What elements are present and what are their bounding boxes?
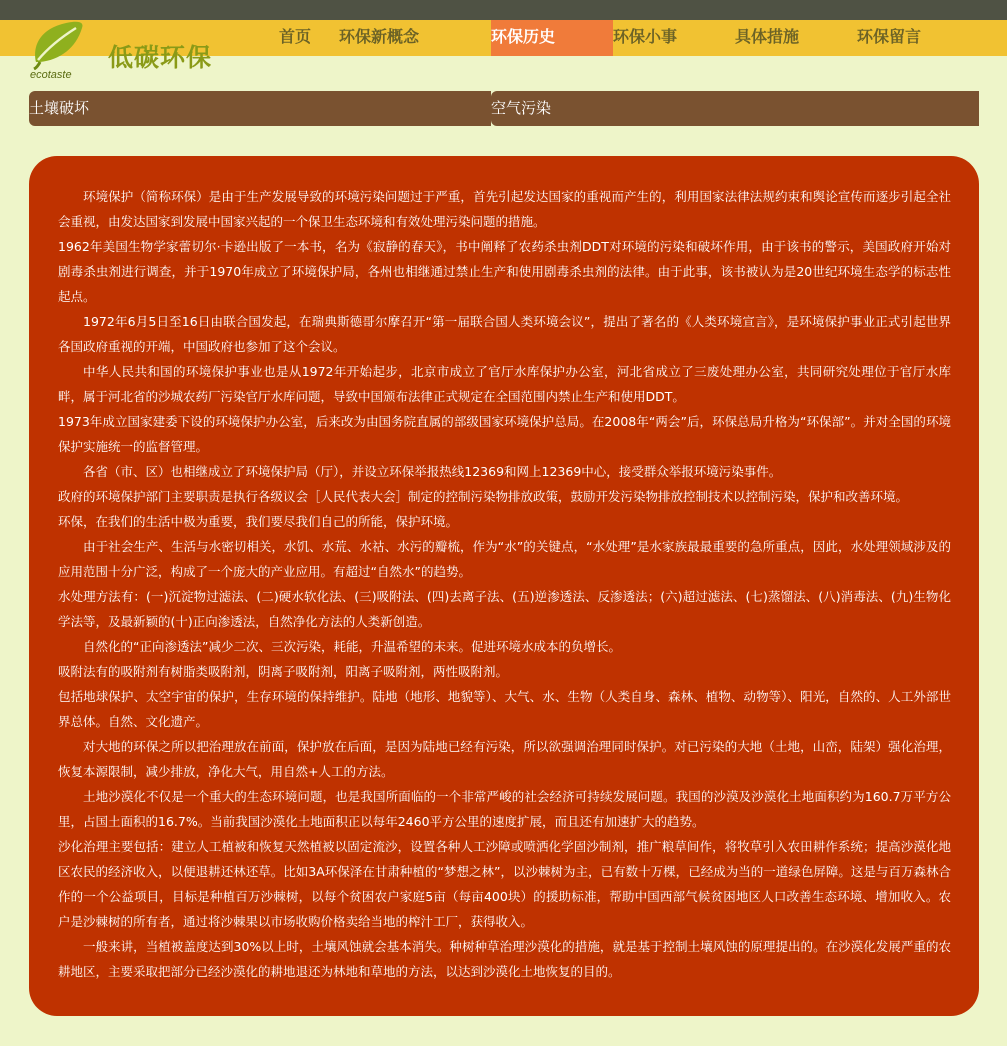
article-paragraph: 各省（市、区）也相继成立了环境保护局（厅），并设立环保举报热线12369和网上12369中心，接受群众举报环境污染事件。 (83, 464, 782, 479)
article-paragraph: 吸附法有的吸附剂有树脂类吸附剂，阴离子吸附剂，阳离子吸附剂，两性吸附剂。 (58, 664, 509, 679)
nav-small-things[interactable]: 环保小事 (613, 29, 678, 46)
article-paragraph: 由于社会生产、生活与水密切相关，水饥、水荒、水祜、水污的瓣梳，作为“水”的关键点，“水处理”是水家族最最重要的急所重点，因此，水处理领域涉及的应用范围十分广泛，构成了一个庞大的产业应用。有超过“自然水”的趋势。 (58, 539, 951, 579)
nav-history[interactable]: 环保历史 (491, 20, 613, 56)
article-paragraph: 沙化治理主要包括：建立人工植被和恢复天然植被以固定流沙，设置各种人工沙障或喷洒化学固沙制剂，推广粮草间作，将牧草引入农田耕作系统；提高沙漠化地区农民的经济收入，以便退耕还林还草。比如3A环保泽在甘肃种植的“梦想之林”，以沙棘树为主，已有数十万棵，已经成为当的一道绿色屏障。这是与百万森林合作的一个公益项目，目标是种植百万沙棘树，以每个贫困农户家庭5亩（每亩400块）的援助标准，帮助中国西部气候贫困地区人口改善生态环境、增加收入。农户是沙棘树的所有者，通过将沙棘果以市场收购价格卖给当地的榨汁工厂，获得收入。 (58, 839, 951, 929)
nav-measures[interactable]: 具体措施 (735, 29, 800, 46)
nav-home[interactable]: 首页 (279, 29, 312, 46)
tab-air-pollution[interactable] (491, 91, 979, 126)
article-paragraph: 土地沙漠化不仅是一个重大的生态环境问题，也是我国所面临的一个非常严峻的社会经济可持续发展问题。我国的沙漠及沙漠化土地面积约为160.7万平方公里，占国土面积的16.7%。当前我国沙漠化土地面积正以每年2460平方公里的速度扩展，而且还有加速扩大的趋势。 (58, 789, 951, 829)
logo-text: 低碳环保 (108, 43, 213, 72)
article-paragraph: 水处理方法有：(一)沉淀物过滤法、(二)硬水软化法、(三)吸附法、(四)去离子法、(五)逆渗透法、反渗透法；(六)超过滤法、(七)蒸馏法、(八)消毒法、(九)生物化学法等，及最新颖的(十)正向渗透法，自然净化方法的人类新创造。 (58, 589, 951, 629)
logo-subtitle: ecotaste (30, 69, 72, 81)
article-paragraph: 政府的环境保护部门主要职责是执行各级议会［人民代表大会］制定的控制污染物排放政策，鼓励开发污染物排放控制技术以控制污染，保护和改善环境。 (58, 489, 909, 504)
article-paragraph: 对大地的环保之所以把治理放在前面，保护放在后面，是因为陆地已经有污染，所以欲强调治理同时保护。对已污染的大地（土地，山峦，陆架）强化治理，恢复本源限制，减少排放，净化大气，用自然+人工的方法。 (58, 739, 951, 779)
nav-new-concepts[interactable]: 环保新概念 (339, 29, 420, 46)
top-strip (0, 0, 1007, 20)
article-paragraph: 1972年6月5日至16日由联合国发起，在瑞典斯德哥尔摩召开“第一届联合国人类环境会议”，提出了著名的《人类环境宣言》，是环境保护事业正式引起世界各国政府重视的开端，中国政府也参加了这个会议。 (58, 314, 951, 354)
article-paragraph: 环保，在我们的生活中极为重要，我们要尽我们自己的所能，保护环境。 (58, 514, 459, 529)
article-paragraph: 1962年美国生物学家蕾切尔·卡逊出版了一本书，名为《寂静的春天》，书中阐释了农药杀虫剂DDT对环境的污染和破坏作用，由于该书的警示，美国政府开始对剧毒杀虫剂进行调查，并于1970年成立了环境保护局，各州也相继通过禁止生产和使用剧毒杀虫剂的法律。由于此事，该书被认为是20世纪环境生态学的标志性起点。 (58, 239, 951, 304)
tab-air-pollution-label: 空气污染 (491, 100, 552, 117)
article-paragraph: 1973年成立国家建委下设的环境保护办公室，后来改为由国务院直属的部级国家环境保护总局。在2008年“两会”后，环保总局升格为“环保部”。并对全国的环境保护实施统一的监督管理。 (58, 414, 951, 454)
article-panel (29, 156, 979, 1016)
tab-soil-damage-label: 土壤破坏 (29, 100, 90, 117)
article-paragraph: 环境保护（简称环保）是由于生产发展导致的环境污染问题过于严重，首先引起发达国家的重视而产生的，利用国家法律法规约束和舆论宣传而逐步引起全社会重视，由发达国家到发展中国家兴起的一个保卫生态环境和有效处理污染问题的措施。 (58, 189, 951, 229)
article-paragraph: 包括地球保护、太空宇宙的保护，生存环境的保持维护。陆地（地形、地貌等）、大气、水、生物（人类自身、森林、植物、动物等）、阳光，自然的、人工外部世界总体。自然、文化遗产。 (58, 689, 951, 729)
article-paragraph: 自然化的“正向渗透法”减少二次、三次污染，耗能，升温希望的未来。促进环境水成本的负增长。 (83, 639, 621, 654)
article-paragraph: 中华人民共和国的环境保护事业也是从1972年开始起步，北京市成立了官厅水库保护办公室，河北省成立了三废处理办公室，共同研究处理位于官厅水库畔，属于河北省的沙城农药厂污染官厅水库问题，导致中国颁布法律正式规定在全国范围内禁止生产和使用DDT。 (58, 364, 951, 404)
nav-messages[interactable]: 环保留言 (857, 29, 922, 46)
site-logo[interactable] (28, 18, 218, 84)
article-paragraph: 一般来讲，当植被盖度达到30%以上时，土壤风蚀就会基本消失。种树种草治理沙漠化的措施，就是基于控制土壤风蚀的原理提出的。在沙漠化发展严重的农耕地区，主要采取把部分已经沙漠化的耕地退还为林地和草地的方法，以达到沙漠化土地恢复的目的。 (58, 939, 951, 979)
leaf-icon (28, 18, 88, 70)
tab-soil-damage[interactable] (29, 91, 491, 126)
